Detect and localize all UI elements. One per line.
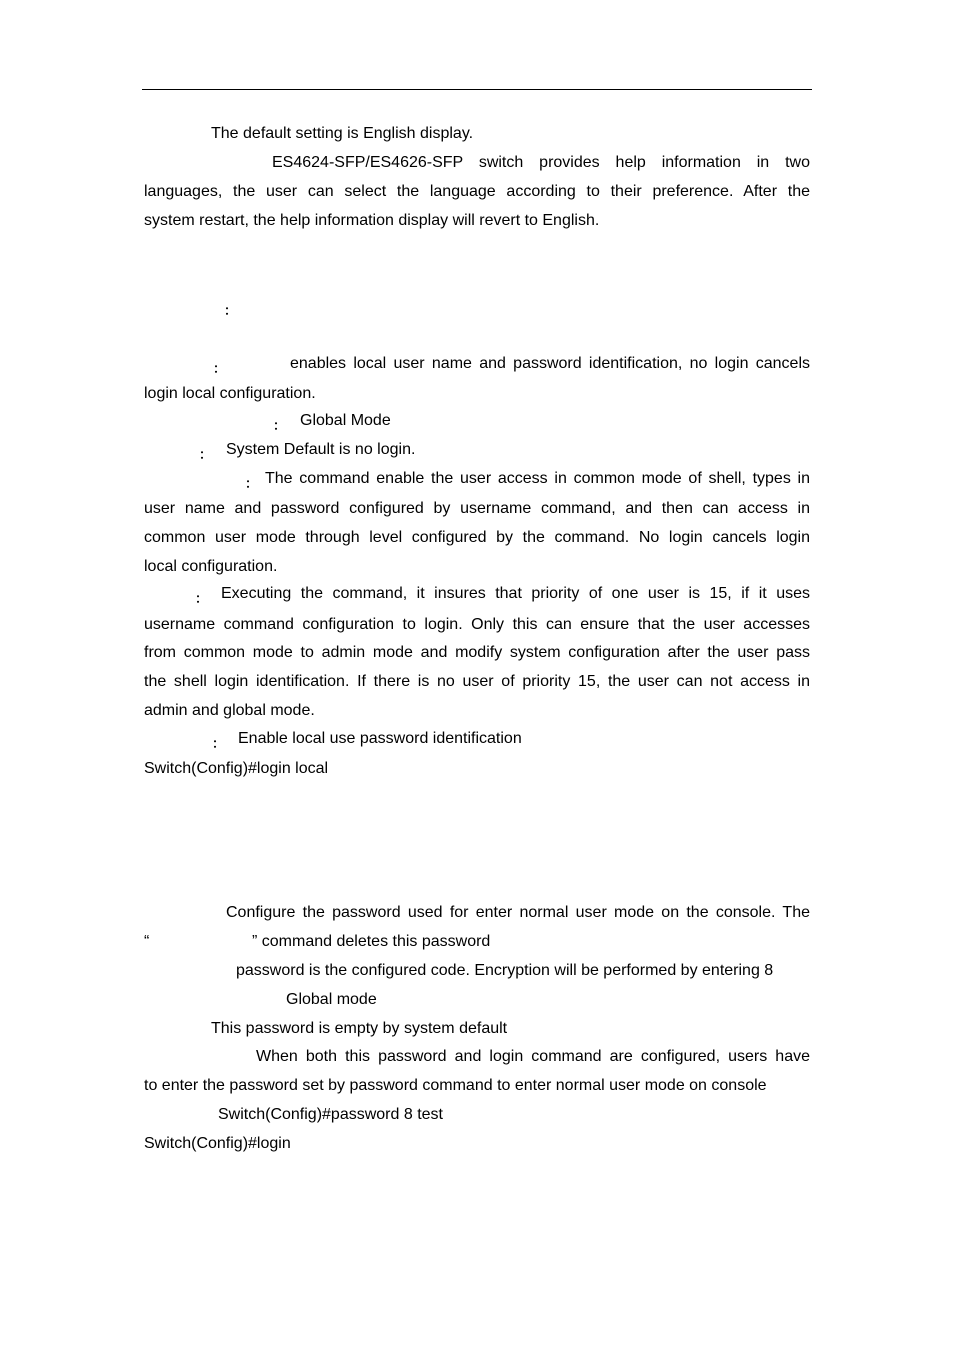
login-note-colon: ： — [195, 591, 209, 606]
default-setting-line: The default setting is English display. — [211, 125, 474, 142]
password-usage-line-1: When both this password and login command are configured, users have — [256, 1048, 810, 1065]
password-example-command-1: Switch(Config)#password 8 test — [218, 1106, 443, 1123]
login-note-line-1: Executing the command, it insures that priority of one user is 15, if it uses — [221, 585, 810, 602]
login-mode-colon: ： — [273, 418, 287, 433]
language-usage-line-1: ES4624-SFP/ES4626-SFP switch provides help information in two — [272, 154, 810, 171]
login-function-line-2: login local configuration. — [144, 385, 316, 402]
password-parameter-text: password is the configured code. Encryption will be performed by entering 8 — [236, 962, 774, 979]
login-default-colon: ： — [199, 447, 213, 462]
login-local-heading-colon: ： — [224, 303, 238, 318]
login-example-colon: ： — [212, 736, 226, 751]
login-usage-line-3: common user mode through level configured by the command. No login cancels login — [144, 529, 810, 546]
password-function-quote-open: “ — [144, 933, 150, 950]
language-usage-line-3: system restart, the help information display will revert to English. — [144, 212, 600, 229]
login-note-line-5: admin and global mode. — [144, 702, 315, 719]
login-usage-line-2: user name and password configured by username command, and then can access in — [144, 500, 810, 517]
login-note-line-3: from common mode to admin mode and modify system configuration after the user pass — [144, 644, 810, 661]
login-function-colon: ： — [213, 361, 227, 376]
login-note-line-4: the shell login identification. If there is no user of priority 15, the user can not access in — [144, 673, 810, 690]
login-note-line-2: username command configuration to login. Only this can ensure that the user accesses — [144, 616, 810, 633]
login-mode-text: Global Mode — [300, 412, 391, 429]
login-example-command: Switch(Config)#login local — [144, 760, 329, 777]
login-default-text: System Default is no login. — [226, 441, 416, 458]
password-function-line-1: Configure the password used for enter normal user mode on the console. The — [226, 904, 810, 921]
password-default-text: This password is empty by system default — [211, 1020, 508, 1037]
password-function-line-2: ” command deletes this password — [252, 933, 491, 950]
login-usage-colon: ： — [245, 476, 259, 491]
login-example-text: Enable local use password identification — [238, 730, 522, 747]
login-usage-line-4: local configuration. — [144, 558, 278, 575]
language-usage-line-2: languages, the user can select the language according to their preference. After the — [144, 183, 810, 200]
password-example-command-2: Switch(Config)#login — [144, 1135, 291, 1152]
password-usage-line-2: to enter the password set by password command to enter normal user mode on console — [144, 1077, 767, 1094]
login-usage-line-1: The command enable the user access in common mode of shell, types in — [265, 470, 810, 487]
header-rule — [142, 89, 812, 90]
login-function-line-1: enables local user name and password identification, no login cancels — [290, 355, 810, 372]
password-mode-text: Global mode — [286, 991, 377, 1008]
